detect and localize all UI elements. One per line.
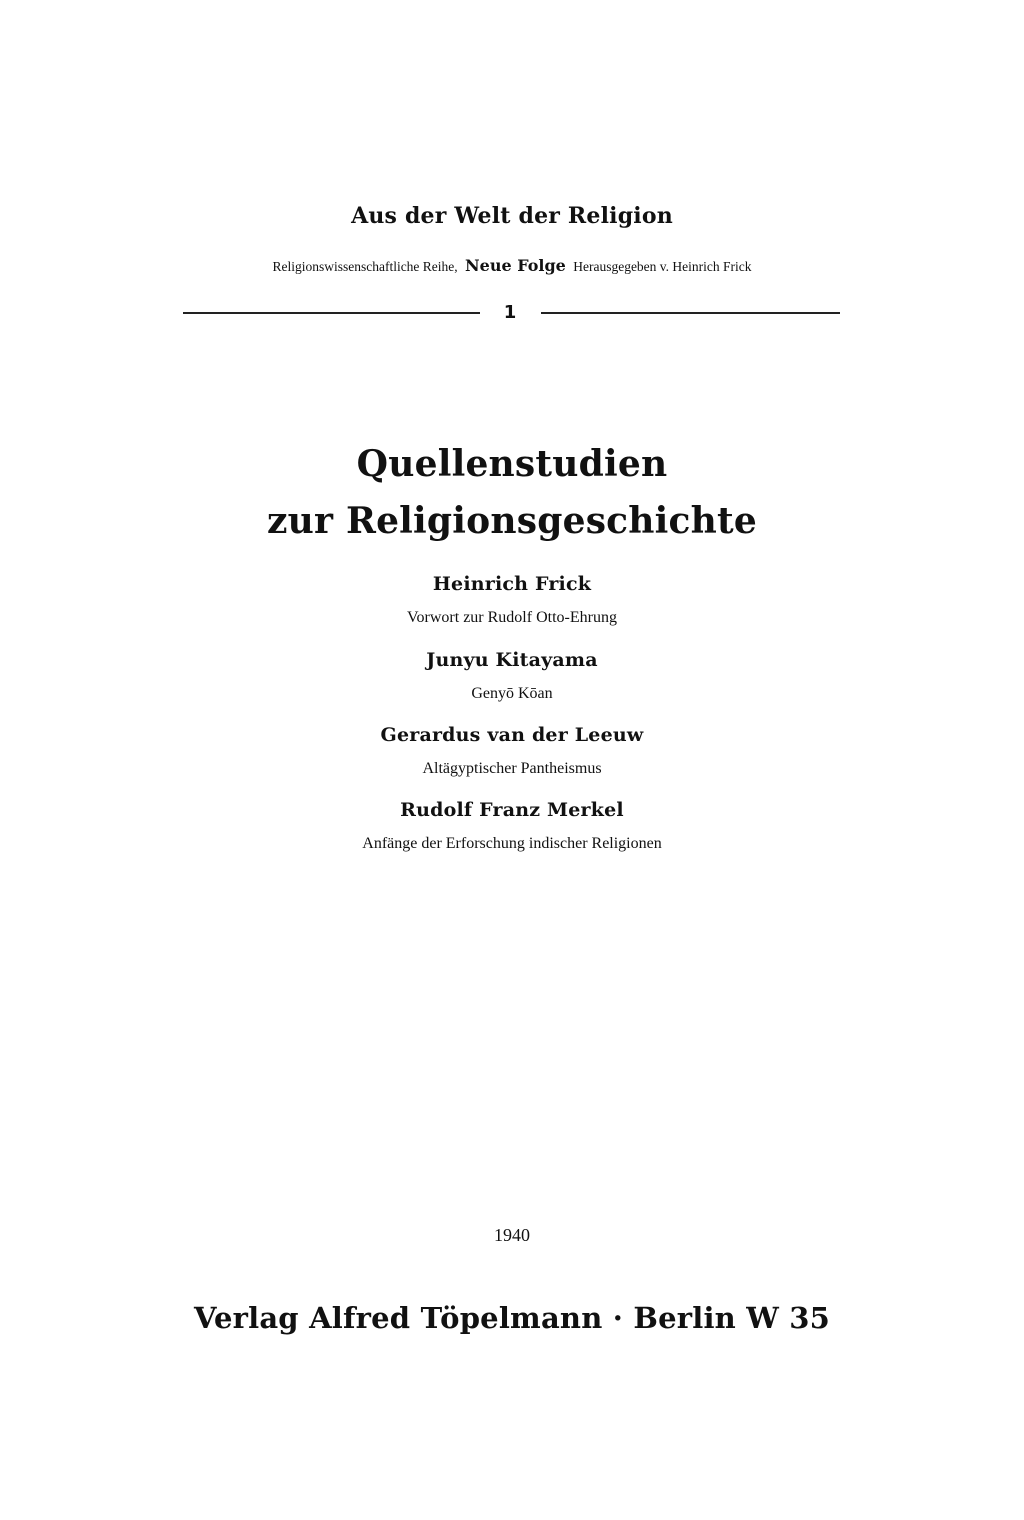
rule-left-divider (183, 312, 480, 314)
contribution-title: Altägyptischer Pantheismus (422, 760, 602, 777)
contribution-author: Gerardus van der Leeuw (380, 724, 644, 746)
contribution-title: Anfänge der Erforschung indischer Religionen (362, 835, 662, 852)
series-subtitle-prefix: Religionswissenschaftliche Reihe, (272, 259, 458, 274)
contribution-author: Heinrich Frick (432, 573, 592, 595)
volume-number: 1 (503, 302, 517, 323)
publisher-imprint: Verlag Alfred Töpelmann · Berlin W 35 (193, 1301, 831, 1335)
series-subtitle (0, 256, 1024, 277)
contribution-author: Junyu Kitayama (426, 649, 598, 671)
rule-right-divider (541, 312, 840, 314)
publication-year: 1940 (494, 1225, 530, 1245)
contribution-title: Genyō Kōan (471, 685, 553, 702)
main-title-line-1: Quellenstudien (356, 443, 668, 485)
series-subtitle-emphasis: Neue Folge (465, 256, 566, 275)
main-title-line-2: zur Religionsgeschichte (267, 500, 757, 542)
contribution-author: Rudolf Franz Merkel (400, 799, 624, 821)
series-editor: Herausgegeben v. Heinrich Frick (573, 259, 752, 274)
contribution-title: Vorwort zur Rudolf Otto-Ehrung (407, 609, 617, 626)
series-title: Aus der Welt der Religion (351, 203, 673, 229)
